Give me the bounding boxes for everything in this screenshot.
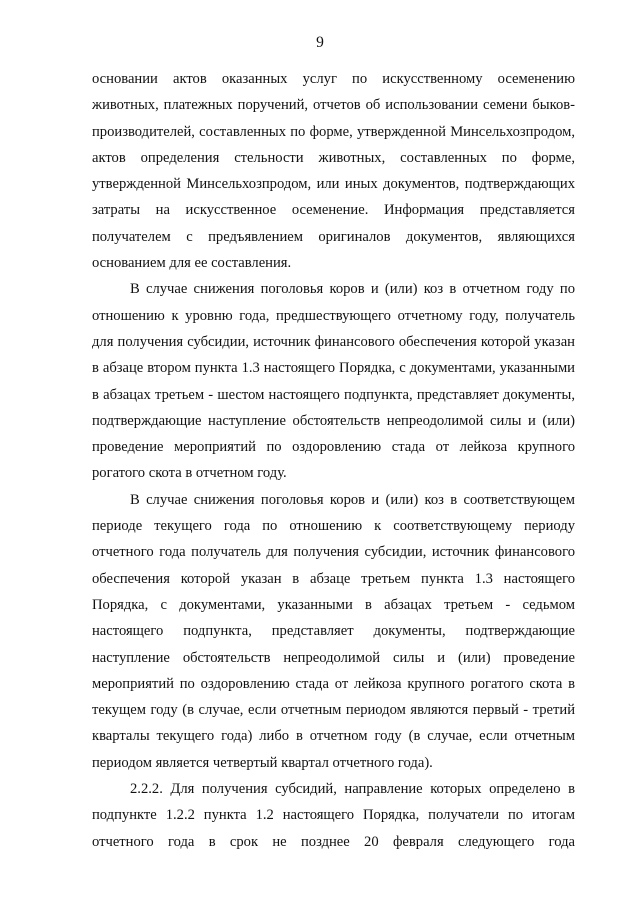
document-body [92, 66, 575, 855]
paragraph-cow-decline-current-period: В случае снижения поголовья коров и (или) коз в соответствующем периоде текущего года по отношению к соответствующему периоду отчетного года получатель для получения субсидии, источник финансового обеспечения которой указан в абзаце третьем пункта 1.3 настоящего Порядка, с документами, указанными в абзацах третьем - седьмом настоящего подпункта, представляет документы, подтверждающие наступление обстоятельств непреодолимой силы и (или) проведение мероприятий по оздоровлению стада от лейкоза крупного рогатого скота в текущем году (в случае, если отчетным периодом являются первый - третий кварталы текущего года) либо в отчетном году (в случае, если отчетным периодом является четвертый квартал отчетного года). [92, 491, 575, 771]
paragraph-2-2-2: 2.2.2. Для получения субсидий, направление которых определено в подпункте 1.2.2 пункта 1.2 настоящего Порядка, получатели по итогам отчетного года в срок не позднее 20 февраля следующего года [92, 781, 575, 850]
page-number: 9 [316, 34, 324, 51]
paragraph-continuation: основании актов оказанных услуг по искусственному осеменению животных, платежных поручений, отчетов об использовании семени быков-производителей, составленных по форме, утвержденной Минсельхозпродом, актов определения стельности животных, составленных по форме, утвержденной Минсельхозпродом, или иных документов, подтверждающих затраты на искусственное осеменение. Информация представляется получателем с предъявлением оригиналов документов, являющихся основанием для ее составления. [92, 71, 575, 272]
paragraph-cow-decline-reporting-year: В случае снижения поголовья коров и (или) коз в отчетном году по отношению к уровню года, предшествующего отчетному году, получатель для получения субсидии, источник финансового обеспечения которой указан в абзаце втором пункта 1.3 настоящего Порядка, с документами, указанными в абзацах третьем - шестом настоящего подпункта, представляет документы, подтверждающие наступление обстоятельств непреодолимой силы и (или) проведение мероприятий по оздоровлению стада от лейкоза крупного рогатого скота в отчетном году. [92, 281, 575, 482]
